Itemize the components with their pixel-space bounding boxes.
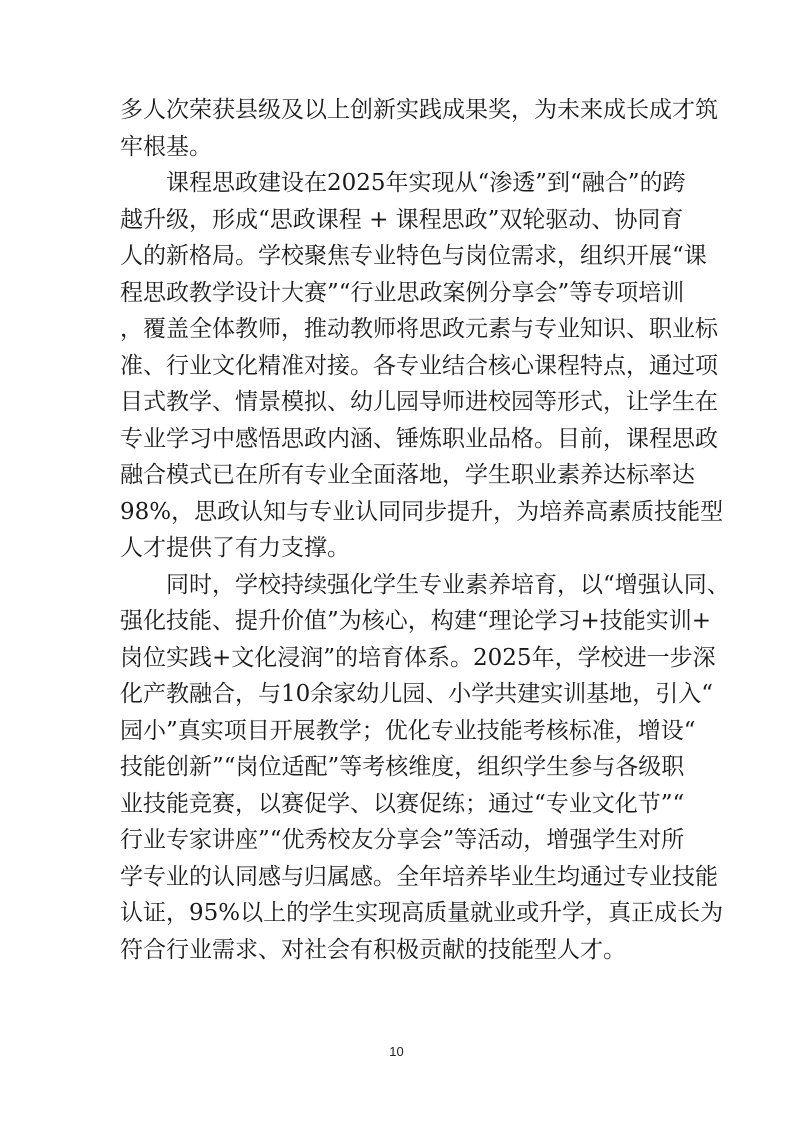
text-line: 人的新格局。学校聚焦专业特色与岗位需求，组织开展“课 bbox=[120, 243, 707, 269]
text-line: 融合模式已在所有专业全面落地，学生职业素养达标率达 bbox=[120, 462, 695, 488]
page-number: 10 bbox=[389, 1044, 404, 1059]
text-line: 强化技能、提升价值”为核心，构建“理论学习+技能实训+ bbox=[120, 608, 712, 634]
text-line: 98%，思政认知与专业认同同步提升，为培养高素质技能型 bbox=[120, 498, 724, 525]
text-line: 专业学习中感悟思政内涵、锤炼职业品格。目前，课程思政 bbox=[120, 425, 718, 452]
paragraph-3 bbox=[120, 567, 730, 969]
paragraph-2 bbox=[120, 165, 724, 567]
text-line: 越升级，形成“思政课程 + 课程思政”双轮驱动、协同育 bbox=[120, 206, 684, 233]
text-line: 业技能竞赛，以赛促学、以赛促练；通过“专业文化节”“ bbox=[120, 790, 685, 817]
text-line: 学专业的认同感与归属感。全年培养毕业生均通过专业技能 bbox=[120, 863, 718, 890]
text-line: 技能创新”“岗位适配”等考核维度，组织学生参与各级职 bbox=[120, 754, 685, 780]
text-line: 人才提供了有力支撑。 bbox=[120, 535, 350, 561]
text-line: 同时，学校持续强化学生专业素养培育，以“增强认同、 bbox=[120, 571, 730, 598]
text-line: 程思政教学设计大赛”“行业思政案例分享会”等专项培训 bbox=[120, 279, 685, 306]
text-line: 多人次荣获县级及以上创新实践成果奖，为未来成长成才筑 bbox=[120, 97, 718, 123]
text-line: 岗位实践+文化浸润”的培育体系。2025年，学校进一步深 bbox=[120, 644, 716, 671]
text-line: 目式教学、情景模拟、幼儿园导师进校园等形式，让学生在 bbox=[120, 389, 718, 415]
text-line: ，覆盖全体教师，推动教师将思政元素与专业知识、职业标 bbox=[120, 316, 718, 342]
text-line: 准、行业文化精准对接。各专业结合核心课程特点，通过项 bbox=[120, 352, 718, 379]
paragraph-1 bbox=[120, 92, 718, 165]
text-line: 认证，95%以上的学生实现高质量就业或升学，真正成长为 bbox=[120, 900, 724, 926]
text-line: 牢根基。 bbox=[120, 133, 212, 160]
text-line: 课程思政建设在2025年实现从“渗透”到“融合”的跨 bbox=[120, 170, 686, 196]
text-line: 化产教融合，与10余家幼儿园、小学共建实训基地，引入“ bbox=[120, 681, 714, 707]
text-line: 园小”真实项目开展教学；优化专业技能考核标准，增设“ bbox=[120, 717, 696, 744]
body-text bbox=[120, 92, 730, 968]
text-line: 行业专家讲座”“优秀校友分享会”等活动，增强学生对所 bbox=[120, 827, 685, 853]
text-line: 符合行业需求、对社会有积极贡献的技能型人才。 bbox=[120, 936, 626, 963]
